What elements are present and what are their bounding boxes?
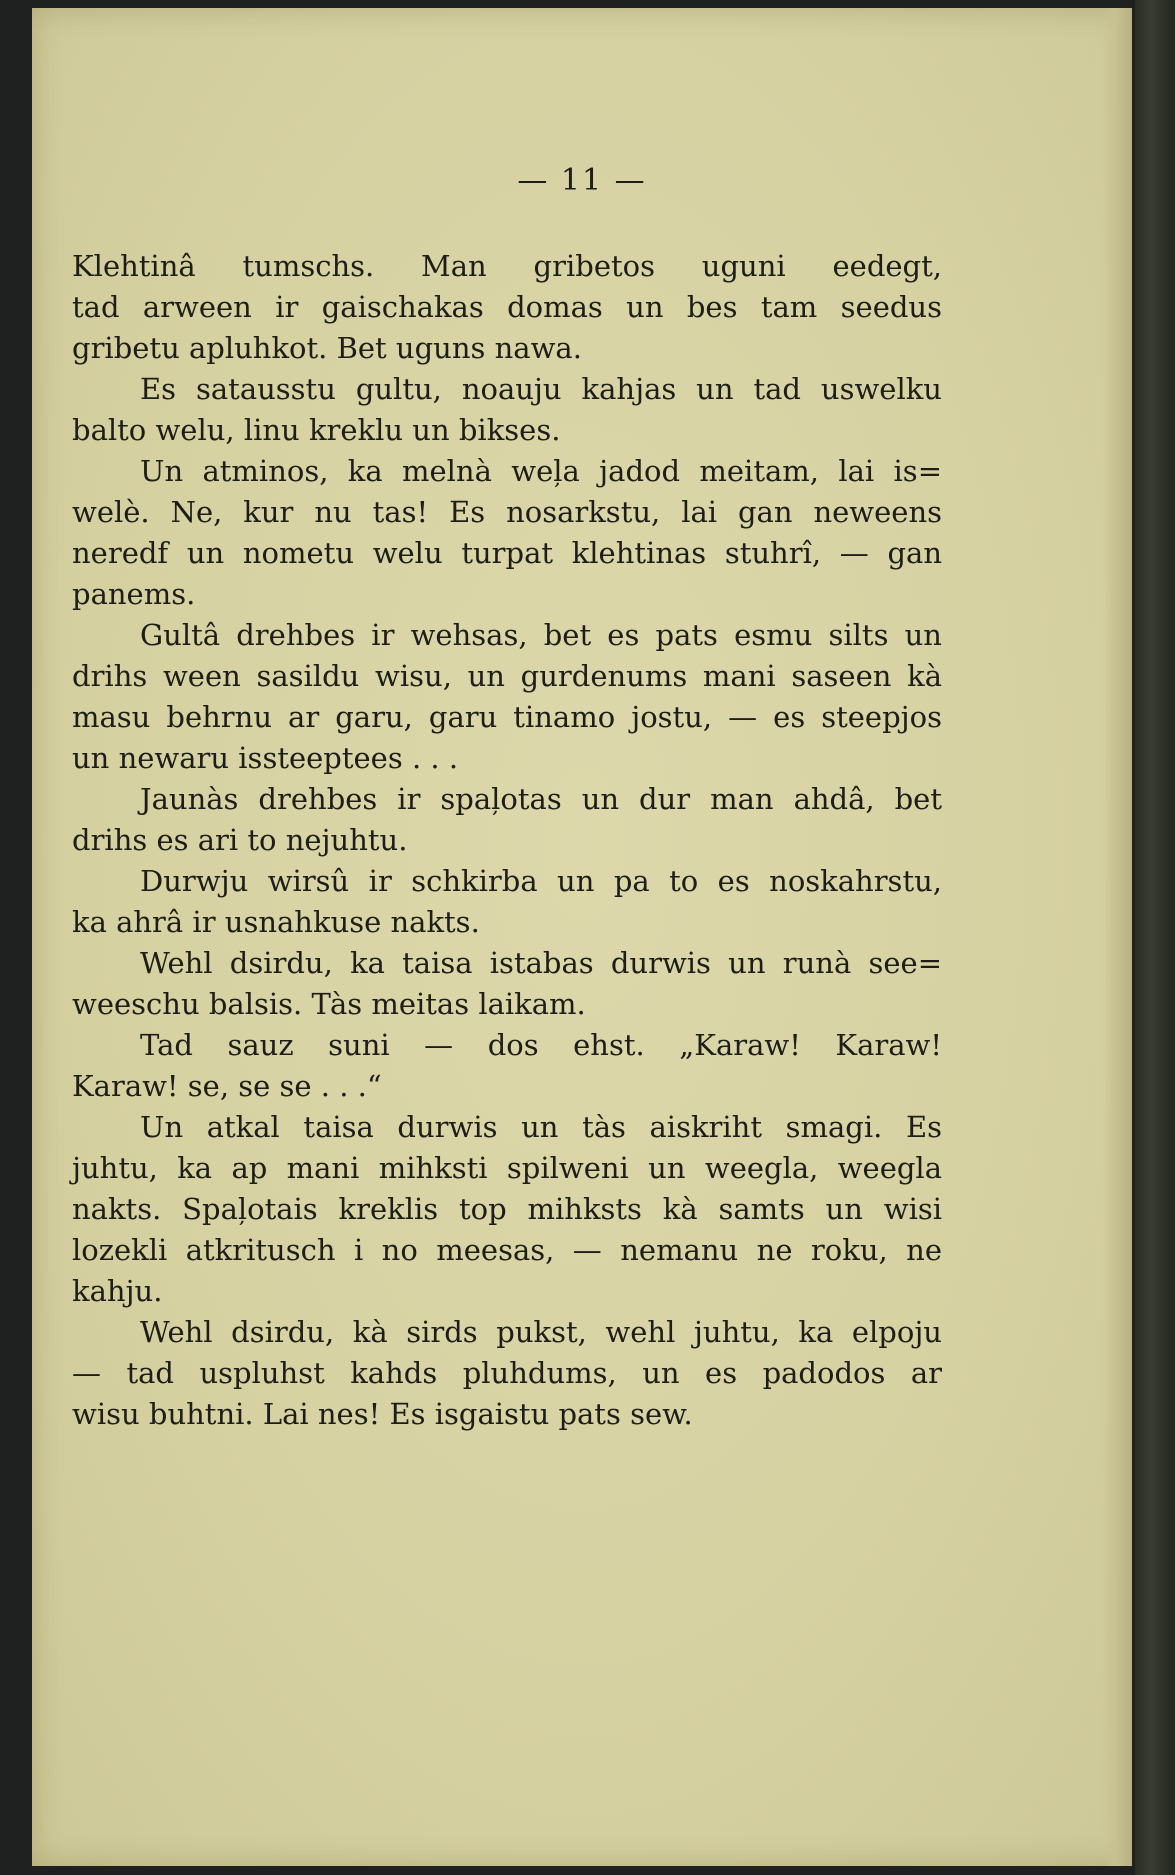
text-line: masu behrnu ar garu, garu tinamo jostu, — es steepjos [72,700,942,734]
text-line: Wehl dsirdu, kà sirds pukst, wehl juhtu, ka elpoju [140,1315,942,1349]
text-line: lozekli atkritusch i no meesas, — nemanu ne roku, ne [72,1233,942,1267]
text-line: Tad sauz suni — dos ehst. „Karaw! Karaw! [140,1028,942,1062]
body-text [72,246,942,1435]
text-line: Durwju wirsû ir schkirba un pa to es noskahrstu, [140,864,942,898]
text-line: Wehl dsirdu, ka taisa istabas durwis un runà see= [140,946,942,980]
book-page [32,8,1132,1866]
text-line: tad arween ir gaischakas domas un bes tam seedus [72,290,942,324]
text-line: Karaw! se, se se . . .“ [72,1069,382,1103]
text-line: Un atminos, ka melnà weļa jadod meitam, lai is= [140,454,942,488]
text-line: gribetu apluhkot. Bet uguns nawa. [72,331,582,365]
text-line: juhtu, ka ap mani mihksti spilweni un weegla, weegla [72,1151,942,1185]
page-number: — 11 — [517,163,647,198]
page-fore-edge [1104,8,1132,1866]
text-line: — tad uspluhst kahds pluhdums, un es padodos ar [72,1356,942,1390]
text-line: drihs es ari to nejuhtu. [72,823,408,857]
text-line: un newaru issteeptees . . . [72,741,459,775]
text-line: Jaunàs drehbes ir spaļotas un dur man ahdâ, bet [140,782,942,816]
text-line: drihs ween sasildu wisu, un gurdenums mani saseen kà [72,659,942,693]
text-line: weeschu balsis. Tàs meitas laikam. [72,987,586,1021]
text-line: balto welu, linu kreklu un bikses. [72,413,561,447]
text-line: kahju. [72,1274,163,1308]
text-line: nakts. Spaļotais kreklis top mihksts kà samts un wisi [72,1192,942,1226]
text-line: Es satausstu gultu, noauju kahjas un tad uswelku [140,372,942,406]
book-edge [1135,0,1175,1875]
text-line: ka ahrâ ir usnahkuse nakts. [72,905,480,939]
text-line: neredf un nometu welu turpat klehtinas stuhrî, — gan [72,536,942,570]
text-line: welè. Ne, kur nu tas! Es nosarkstu, lai gan neweens [72,495,942,529]
text-line: Gultâ drehbes ir wehsas, bet es pats esmu silts un [140,618,942,652]
text-line: Klehtinâ tumschs. Man gribetos uguni eedegt, [72,249,942,283]
text-line: Un atkal taisa durwis un tàs aiskriht smagi. Es [140,1110,942,1144]
text-line: wisu buhtni. Lai nes! Es isgaistu pats sew. [72,1397,693,1431]
text-line: panems. [72,577,196,611]
